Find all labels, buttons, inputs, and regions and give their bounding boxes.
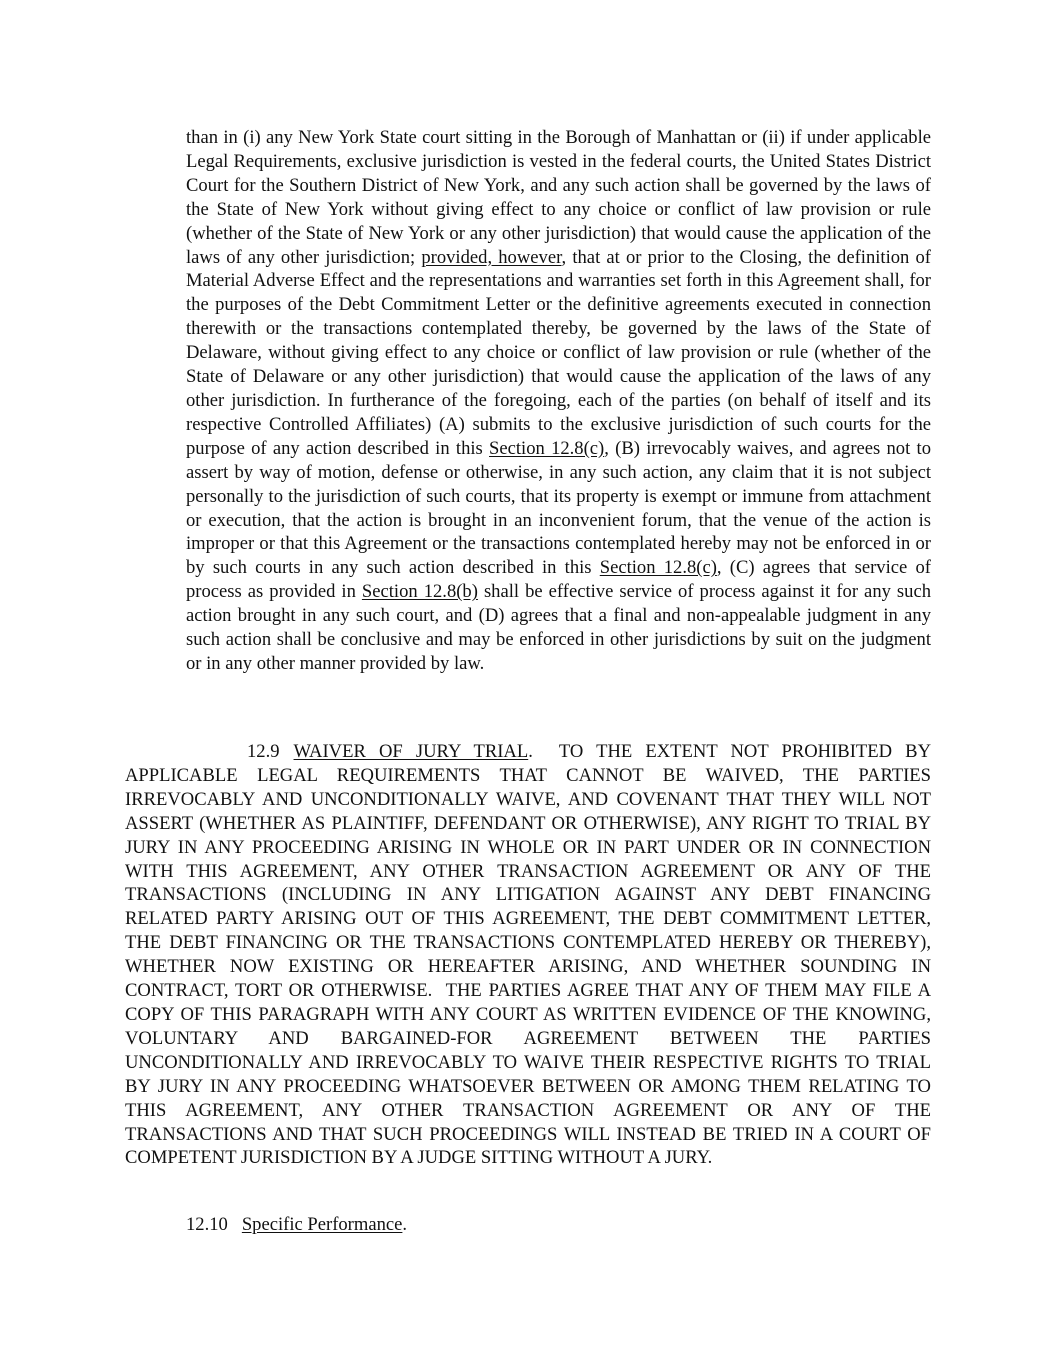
heading-period: .	[528, 741, 533, 762]
paragraph-text: , that at or prior to the Closing, the definition of Material Adverse Effect and the representations and warranties set forth in this Agreement shall, for the purposes of the Debt Commitment Letter or the definitive agreements executed in connection therewith or the transactions contemplated thereby, be governed by the laws of the State of Delaware, without giving effect to any choice or conflict of law provision or rule (whether of the State of Delaware or any other jurisdiction) that would cause the application of the laws of any other jurisdiction. In furtherance of the foregoing, each of the parties (on behalf of itself and its respective Controlled Affiliates) (A) submits to the exclusive jurisdiction of such courts for the purpose of any action described in this	[186, 246, 931, 459]
heading-period: .	[402, 1214, 408, 1235]
paragraph-text: than in (i) any New York State court sitting in the Borough of Manhattan or (ii) if under applicable Legal Requirements, exclusive jurisdiction is vested in the federal courts, the United States District Court for the Southern District of New York, and any such action shall be governed by the laws of the State of New York without giving effect to any choice or conflict of law provision or rule (whether of the State of New York or any other jurisdiction) that would cause the application of the laws of any other jurisdiction;	[186, 127, 931, 268]
section-heading: WAIVER OF JURY TRIAL	[293, 741, 529, 762]
section-12-8-c-continuation	[186, 126, 931, 676]
section-body: TO THE EXTENT NOT PROHIBITED BY APPLICABLE LEGAL REQUIREMENTS THAT CANNOT BE WAIVED, THE PARTIES IRREVOCABLY AND UNCONDITIONALLY WAIVE, AND COVENANT THAT THEY WILL NOT ASSERT (WHETHER AS PLAINTIFF, DEFENDANT OR OTHERWISE), ANY RIGHT TO TRIAL BY JURY IN ANY PROCEEDING ARISING IN WHOLE OR IN PART UNDER OR IN CONNECTION WITH THIS AGREEMENT, ANY OTHER TRANSACTION AGREEMENT OR ANY OF THE TRANSACTIONS (INCLUDING IN ANY LITIGATION AGAINST ANY DEBT FINANCING RELATED PARTY ARISING OUT OF THIS AGREEMENT, THE DEBT COMMITMENT LETTER, THE DEBT FINANCING OR THE TRANSACTIONS CONTEMPLATED HEREBY OR THEREBY), WHETHER NOW EXISTING OR HEREAFTER ARISING, AND WHETHER SOUNDING IN CONTRACT, TORT OR OTHERWISE. THE PARTIES AGREE THAT ANY OF THEM MAY FILE A COPY OF THIS PARAGRAPH WITH ANY COURT AS WRITTEN EVIDENCE OF THE KNOWING, VOLUNTARY AND BARGAINED-FOR AGREEMENT BETWEEN THE PARTIES UNCONDITIONALLY AND IRREVOCABLY TO WAIVE THEIR RESPECTIVE RIGHTS TO TRIAL BY JURY IN ANY PROCEEDING WHATSOEVER BETWEEN OR AMONG THEM RELATING TO THIS AGREEMENT, ANY OTHER TRANSACTION AGREEMENT OR ANY OF THE TRANSACTIONS AND THAT SUCH PROCEEDINGS WILL INSTEAD BE TRIED IN A COURT OF COMPETENT JURISDICTION BY A JUDGE SITTING WITHOUT A JURY.	[125, 741, 936, 1169]
section-number: 12.10	[186, 1214, 228, 1235]
section-heading: Specific Performance	[241, 1214, 403, 1235]
paragraph-text: shall be effective service of process against it for any such action brought in any such court, and (D) agrees that a final and non-appealable judgment in any such action shall be conclusive and may be enforced in other jurisdictions by suit on the judgment or in any other manner provided by law.	[186, 581, 932, 674]
cross-reference-section-12-8-c: Section 12.8(c)	[489, 437, 605, 459]
cross-reference-section-12-8-c: Section 12.8(c)	[599, 557, 717, 579]
paragraph-text: , (B) irrevocably waives, and agrees not to assert by way of motion, defense or otherwise, in any such action, any claim that it is not subject personally to the jurisdiction of such courts, that its property is exempt or immune from attachment or execution, that the action is brought in an inconvenient forum, that the venue of the action is improper or that this Agreement or the transactions contemplated hereby may not be enforced in or by such courts in any such action described in this	[186, 437, 931, 579]
section-12-10-heading	[186, 1213, 407, 1237]
cross-reference-section-12-8-b: Section 12.8(b)	[361, 581, 478, 603]
section-number: 12.9	[247, 741, 280, 762]
provided-however-emphasis: provided, however	[421, 246, 562, 268]
paragraph-text: , (C) agrees that service of process as provided in	[186, 557, 931, 603]
section-12-9-waiver-of-jury-trial	[125, 740, 936, 1170]
